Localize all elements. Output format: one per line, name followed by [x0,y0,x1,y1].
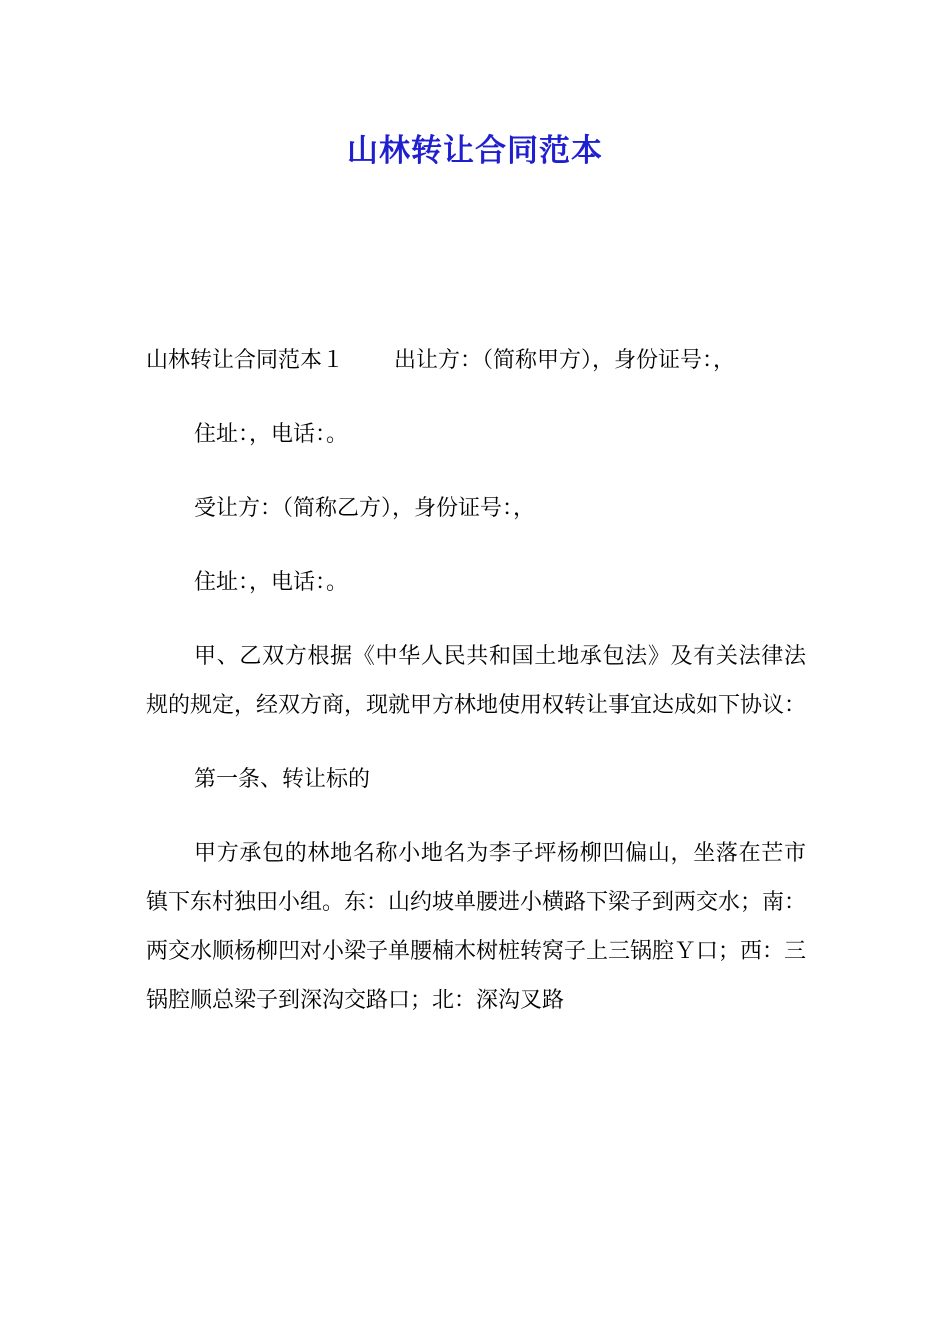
transferor-line: 出让方：（简称甲方），身份证号：， [394,348,736,373]
paragraph-transferee: 受让方：（简称乙方），身份证号：， [194,496,536,521]
document-title: 山林转让合同范本 [347,133,603,169]
paragraph-preamble: 甲、乙双方根据《中华人民共和国土地承包法》及有关法律法规的规定，经双方商，现就甲方林地使用权转让事宜达成如下协议： [146,644,807,718]
paragraph-article-one-body: 甲方承包的林地名称小地名为李子坪杨柳凹偏山，坐落在芒市镇下东村独田小组。东：山约坡单腰进小横路下梁子到两交水；南：两交水顺杨柳凹对小梁子单腰楠木树桩转窝子上三锅腔Ｙ口；西：三锅腔顺总梁子到深沟交路口；北：深沟叉路 [146,841,807,1013]
paragraph-article-one-heading: 第一条、转让标的 [194,767,371,792]
paragraph-first-line [146,336,806,385]
paragraph-transferee-address: 住址：，电话：。 [194,570,349,595]
section-heading: 山林转让合同范本１ [146,348,345,373]
document-body [146,336,806,1050]
paragraph-transferor-address: 住址：，电话：。 [194,422,349,447]
